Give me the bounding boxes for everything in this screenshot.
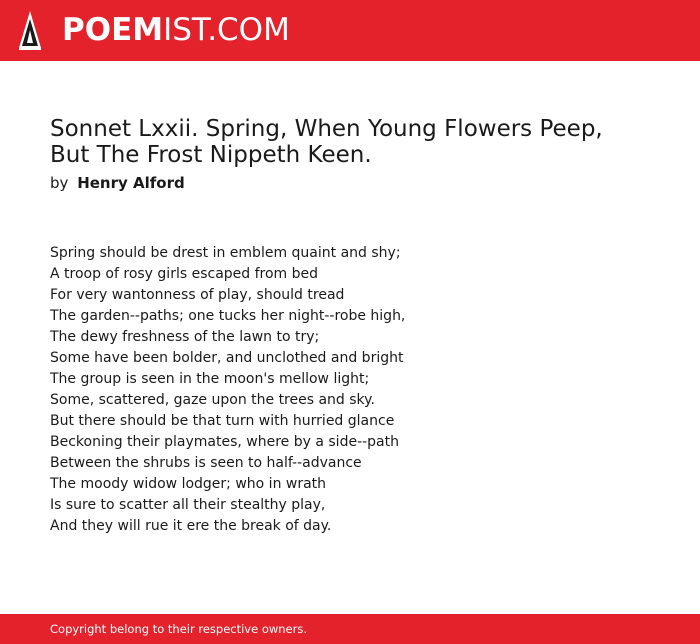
- by-label: by: [50, 174, 69, 192]
- byline: [50, 173, 650, 193]
- site-footer: [0, 614, 700, 644]
- poem-line: A troop of rosy girls escaped from bed: [50, 266, 319, 282]
- poem-body: [50, 243, 650, 537]
- poem-line: Beckoning their playmates, where by a side--path: [50, 434, 400, 450]
- site-header: [0, 0, 700, 61]
- poem-line: Spring should be drest in emblem quaint and shy;: [50, 245, 401, 261]
- copyright-text: Copyright belong to their respective owners.: [50, 622, 308, 636]
- poem-line: The group is seen in the moon's mellow light;: [50, 371, 370, 387]
- poem-line: Is sure to scatter all their stealthy play,: [50, 497, 326, 513]
- logo-bold-text: POEM: [62, 12, 164, 48]
- poem-line: Some have been bolder, and unclothed and bright: [50, 350, 404, 366]
- author-name[interactable]: Henry Alford: [77, 174, 185, 192]
- poem-line: But there should be that turn with hurried glance: [50, 413, 395, 429]
- poem-line: Between the shrubs is seen to half--advance: [50, 455, 362, 471]
- poem-line: For very wantonness of play, should tread: [50, 287, 345, 303]
- poem-title: Sonnet Lxxii. Spring, When Young Flowers Peep, But The Frost Nippeth Keen.: [50, 116, 603, 168]
- poem-line: The moody widow lodger; who in wrath: [50, 476, 327, 492]
- site-logo[interactable]: [62, 12, 290, 48]
- poem-line: The garden--paths; one tucks her night--robe high,: [50, 308, 406, 324]
- poem-line: Some, scattered, gaze upon the trees and sky.: [50, 392, 375, 408]
- pen-nib-icon[interactable]: [16, 10, 44, 52]
- poem-line: The dewy freshness of the lawn to try;: [50, 329, 320, 345]
- poem-line: And they will rue it ere the break of day.: [50, 518, 332, 534]
- logo-thin-text: IST.COM: [163, 12, 290, 48]
- poem-content: [50, 116, 650, 537]
